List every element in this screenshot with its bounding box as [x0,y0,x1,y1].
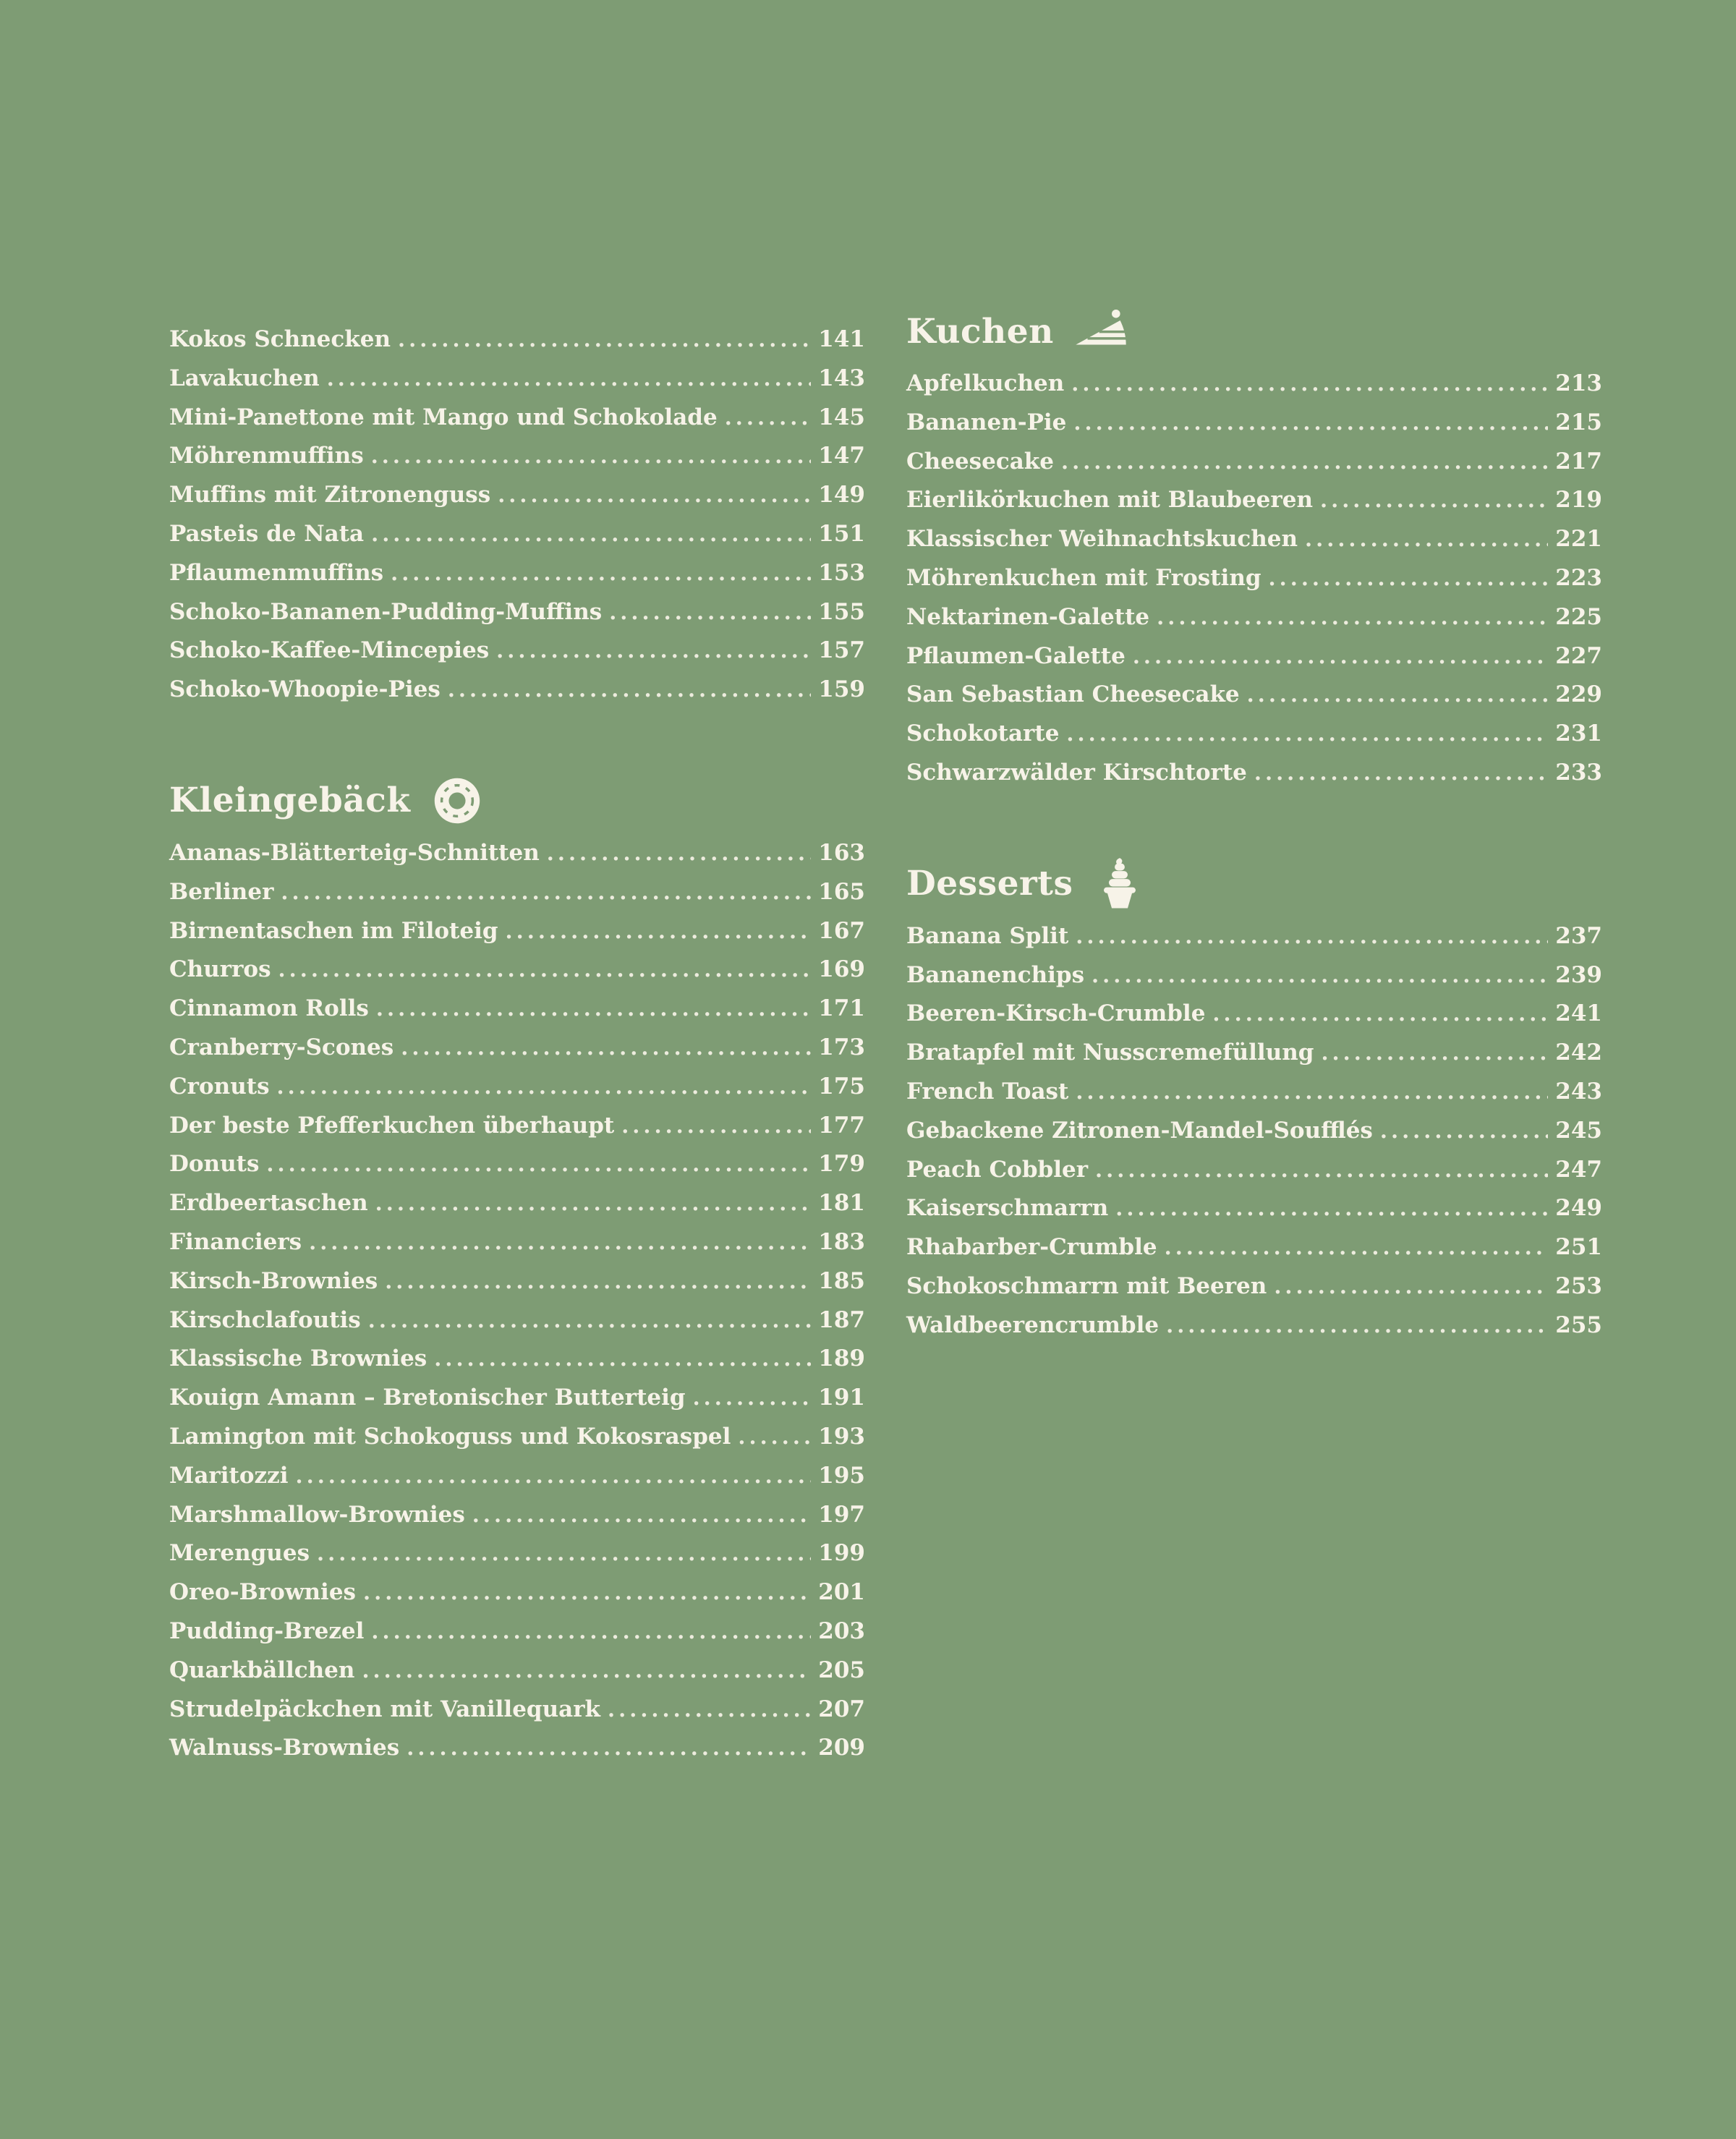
toc-entry [169,399,865,438]
leader-dots [1157,598,1548,637]
section-header [906,304,1602,359]
leader-dots [1133,637,1548,676]
toc-entry [906,404,1602,443]
toc-entry-list [906,917,1602,1345]
toc-entry [169,912,865,951]
entry-page-number: 185 [818,1267,865,1294]
entry-label: Cinnamon Rolls [169,995,369,1022]
entry-label: Nektarinen-Galette [906,603,1150,630]
toc-entry [169,1223,865,1262]
entry-page-number: 201 [818,1579,865,1606]
entry-page-number: 227 [1555,642,1602,669]
leader-dots [407,1729,811,1768]
leader-dots [371,1612,811,1651]
leader-dots [281,873,811,912]
entry-label: Oreo-Brownies [169,1579,356,1606]
toc-entry [906,520,1602,559]
leader-dots [1305,520,1548,559]
toc-entry [906,1034,1602,1073]
entry-page-number: 169 [818,956,865,983]
leader-dots [498,476,811,515]
toc-entry [906,1267,1602,1306]
entry-page-number: 249 [1555,1195,1602,1222]
toc-entry [169,1107,865,1146]
toc-entry [906,1228,1602,1267]
leader-dots [1212,995,1548,1034]
toc-entry [169,1145,865,1184]
toc-section-desserts [906,856,1602,1345]
entry-page-number: 223 [1555,564,1602,591]
entry-label: Pasteis de Nata [169,520,365,547]
toc-entry [906,715,1602,754]
entry-page-number: 187 [818,1306,865,1333]
leader-dots [1115,1189,1548,1228]
entry-page-number: 175 [818,1073,865,1100]
toc-entry [906,676,1602,715]
leader-dots [391,554,811,593]
toc-entry [169,320,865,360]
toc-entry [169,1534,865,1573]
leader-dots [621,1107,811,1146]
leader-dots [309,1223,811,1262]
entry-page-number: 183 [818,1228,865,1255]
entry-label: Pudding-Brezel [169,1617,365,1644]
entry-page-number: 251 [1555,1234,1602,1261]
leader-dots [434,1340,811,1379]
leader-dots [496,632,811,671]
section-header [169,773,865,828]
entry-label: Lavakuchen [169,365,320,391]
entry-label: Möhrenkuchen mit Frosting [906,564,1261,591]
entry-label: Merengues [169,1540,310,1567]
entry-page-number: 197 [818,1501,865,1528]
entry-page-number: 173 [818,1034,865,1060]
toc-entry [169,1262,865,1301]
entry-page-number: 217 [1555,448,1602,475]
leader-dots [327,360,812,399]
leader-dots [547,834,812,873]
entry-label: Waldbeerencrumble [906,1311,1160,1338]
entry-label: Berliner [169,878,274,905]
entry-page-number: 153 [818,559,865,586]
leader-dots [277,1068,812,1107]
toc-entry [169,1496,865,1535]
toc-entry-list [169,834,865,1768]
toc-entry [169,437,865,476]
entry-label: Cranberry-Scones [169,1034,394,1060]
leader-dots [1166,1306,1548,1345]
entry-label: Schoko-Bananen-Pudding-Muffins [169,598,603,625]
entry-page-number: 179 [818,1151,865,1178]
entry-page-number: 141 [818,326,865,352]
entry-page-number: 143 [818,365,865,391]
entry-label: Schokotarte [906,720,1060,747]
entry-page-number: 189 [818,1345,865,1372]
entry-label: Mini-Panettone mit Mango und Schokolade [169,404,718,430]
entry-label: French Toast [906,1078,1069,1105]
entry-page-number: 151 [818,520,865,547]
leader-dots [266,1145,811,1184]
leader-dots [363,1573,811,1612]
leader-dots [1247,676,1549,715]
toc-entry [906,1189,1602,1228]
entry-page-number: 193 [818,1423,865,1450]
entry-page-number: 245 [1555,1117,1602,1144]
leader-dots [725,399,812,438]
entry-label: Bananen-Pie [906,409,1067,435]
leader-dots [376,990,811,1029]
entry-page-number: 247 [1555,1156,1602,1183]
entry-label: Bratapfel mit Nusscremefüllung [906,1039,1314,1066]
section-title: Desserts [906,864,1073,904]
leader-dots [1321,1034,1548,1073]
leader-dots [1073,404,1548,443]
entry-label: Banana Split [906,922,1069,949]
entry-page-number: 219 [1555,487,1602,514]
leader-dots [1092,956,1548,995]
entry-label: Maritozzi [169,1462,289,1489]
entry-page-number: 149 [818,482,865,509]
section-title: Kuchen [906,311,1054,352]
leader-dots [1320,481,1548,520]
entry-page-number: 242 [1555,1039,1602,1066]
entry-label: Schokoschmarrn mit Beeren [906,1272,1267,1299]
entry-label: Schoko-Whoopie-Pies [169,676,441,703]
toc-entry [906,559,1602,598]
toc-entry-list [906,365,1602,793]
leader-dots [317,1534,811,1573]
section-title: Kleingebäck [169,781,411,821]
leader-dots [738,1418,811,1457]
toc-entry [906,1073,1602,1112]
toc-entry [169,873,865,912]
toc-section-kuchen [906,304,1602,793]
leader-dots [296,1457,812,1496]
entry-page-number: 171 [818,995,865,1022]
toc-entry [906,365,1602,404]
toc-entry [169,1573,865,1612]
toc-entry [906,956,1602,995]
toc-entry [169,1418,865,1457]
entry-page-number: 237 [1555,922,1602,949]
toc-column-right [906,304,1602,1345]
entry-page-number: 205 [818,1657,865,1683]
entry-label: Cheesecake [906,448,1054,475]
toc-entry [169,1457,865,1496]
toc-entry [906,598,1602,637]
toc-entry [906,443,1602,482]
toc-entry [906,917,1602,956]
entry-label: Schwarzwälder Kirschtorte [906,759,1247,786]
toc-entry [169,360,865,399]
leader-dots [368,1301,812,1340]
leader-dots [1071,365,1548,404]
leader-dots [371,437,812,476]
toc-section [169,320,865,710]
entry-label: Eierlikörkuchen mit Blaubeeren [906,487,1313,514]
entry-label: Marshmallow-Brownies [169,1501,465,1528]
toc-entry [169,990,865,1029]
entry-page-number: 191 [818,1385,865,1411]
toc-entry [169,951,865,990]
toc-column-left [169,320,865,1768]
toc-entry [169,1729,865,1768]
entry-label: Birnentaschen im Filoteig [169,917,498,944]
toc-entry [906,995,1602,1034]
cake-slice-icon [1074,305,1128,358]
entry-page-number: 241 [1555,1000,1602,1027]
toc-entry [169,671,865,710]
entry-page-number: 203 [818,1617,865,1644]
toc-entry [906,481,1602,520]
entry-page-number: 155 [818,598,865,625]
leader-dots [398,320,811,360]
leader-dots [1165,1228,1549,1267]
leader-dots [401,1029,811,1068]
entry-page-number: 157 [818,637,865,664]
entry-page-number: 229 [1555,681,1602,708]
toc-entry [169,1340,865,1379]
entry-label: Churros [169,956,271,983]
entry-page-number: 195 [818,1462,865,1489]
entry-label: Kaiserschmarrn [906,1195,1109,1222]
entry-label: Gebackene Zitronen-Mandel-Soufflés [906,1117,1373,1144]
leader-dots [385,1262,811,1301]
entry-page-number: 163 [818,839,865,866]
entry-label: Donuts [169,1151,260,1178]
toc-section-kleingeb-ck [169,773,865,1768]
entry-label: Der beste Pfefferkuchen überhaupt [169,1112,615,1139]
toc-entry [169,1691,865,1730]
toc-entry [169,1612,865,1651]
entry-label: Quarkbällchen [169,1657,355,1683]
entry-label: Walnuss-Brownies [169,1735,400,1761]
leader-dots [608,1691,811,1730]
toc-entry [169,515,865,554]
toc-entry [169,1651,865,1691]
entry-page-number: 167 [818,917,865,944]
leader-dots [371,515,811,554]
leader-dots [1274,1267,1548,1306]
entry-label: Klassischer Weihnachtskuchen [906,526,1298,553]
entry-label: Ananas-Blätterteig-Schnitten [169,839,540,866]
leader-dots [1269,559,1549,598]
leader-dots [1380,1112,1548,1151]
toc-entry [169,1379,865,1418]
entry-label: Erdbeertaschen [169,1190,368,1217]
entry-label: Muffins mit Zitronenguss [169,482,491,509]
entry-label: San Sebastian Cheesecake [906,681,1240,708]
leader-dots [1061,443,1548,482]
entry-page-number: 215 [1555,409,1602,435]
leader-dots [506,912,812,951]
entry-page-number: 231 [1555,720,1602,747]
entry-page-number: 225 [1555,603,1602,630]
entry-label: Bananenchips [906,961,1085,988]
entry-page-number: 207 [818,1696,865,1722]
entry-label: Kouign Amann – Bretonischer Butterteig [169,1385,686,1411]
entry-page-number: 233 [1555,759,1602,786]
entry-label: Beeren-Kirsch-Crumble [906,1000,1206,1027]
toc-entry [169,1029,865,1068]
toc-entry [169,593,865,632]
entry-page-number: 213 [1555,370,1602,396]
leader-dots [1076,1073,1548,1112]
donut-icon [430,774,484,828]
toc-entry [169,554,865,593]
toc-entry [906,1306,1602,1345]
entry-page-number: 199 [818,1540,865,1567]
entry-page-number: 255 [1555,1311,1602,1338]
entry-page-number: 147 [818,443,865,469]
toc-entry [906,1112,1602,1151]
entry-label: Rhabarber-Crumble [906,1234,1157,1261]
entry-page-number: 145 [818,404,865,430]
entry-label: Lamington mit Schokoguss und Kokosraspel [169,1423,731,1450]
entry-page-number: 239 [1555,961,1602,988]
entry-page-number: 165 [818,878,865,905]
entry-page-number: 181 [818,1190,865,1217]
entry-page-number: 243 [1555,1078,1602,1105]
toc-entry [169,476,865,515]
leader-dots [693,1379,812,1418]
entry-page-number: 159 [818,676,865,703]
entry-label: Pflaumenmuffins [169,559,384,586]
leader-dots [278,951,812,990]
entry-label: Peach Cobbler [906,1156,1089,1183]
toc-entry [169,1068,865,1107]
entry-label: Kirschclafoutis [169,1306,361,1333]
leader-dots [375,1184,812,1223]
leader-dots [1076,917,1548,956]
entry-label: Klassische Brownies [169,1345,427,1372]
leader-dots [448,671,811,710]
toc-entry [906,637,1602,676]
leader-dots [362,1651,811,1691]
toc-entry-list [169,320,865,710]
entry-label: Schoko-Kaffee-Mincepies [169,637,490,664]
entry-page-number: 209 [818,1735,865,1761]
toc-entry [169,1184,865,1223]
toc-entry [169,1301,865,1340]
toc-entry [906,754,1602,793]
leader-dots [609,593,811,632]
section-header [906,856,1602,911]
entry-label: Cronuts [169,1073,270,1100]
entry-page-number: 221 [1555,526,1602,553]
entry-label: Kokos Schnecken [169,326,391,352]
leader-dots [1095,1151,1548,1190]
leader-dots [1254,754,1548,793]
toc-entry [906,1151,1602,1190]
entry-page-number: 177 [818,1112,865,1139]
entry-label: Strudelpäckchen mit Vanillequark [169,1696,601,1722]
entry-label: Apfelkuchen [906,370,1065,396]
toc-entry [169,632,865,671]
entry-page-number: 253 [1555,1272,1602,1299]
leader-dots [1066,715,1548,754]
entry-label: Financiers [169,1228,302,1255]
leader-dots [472,1496,811,1535]
entry-label: Pflaumen-Galette [906,642,1126,669]
entry-label: Kirsch-Brownies [169,1267,378,1294]
toc-entry [169,834,865,873]
entry-label: Möhrenmuffins [169,443,364,469]
soft-serve-icon [1093,857,1146,911]
